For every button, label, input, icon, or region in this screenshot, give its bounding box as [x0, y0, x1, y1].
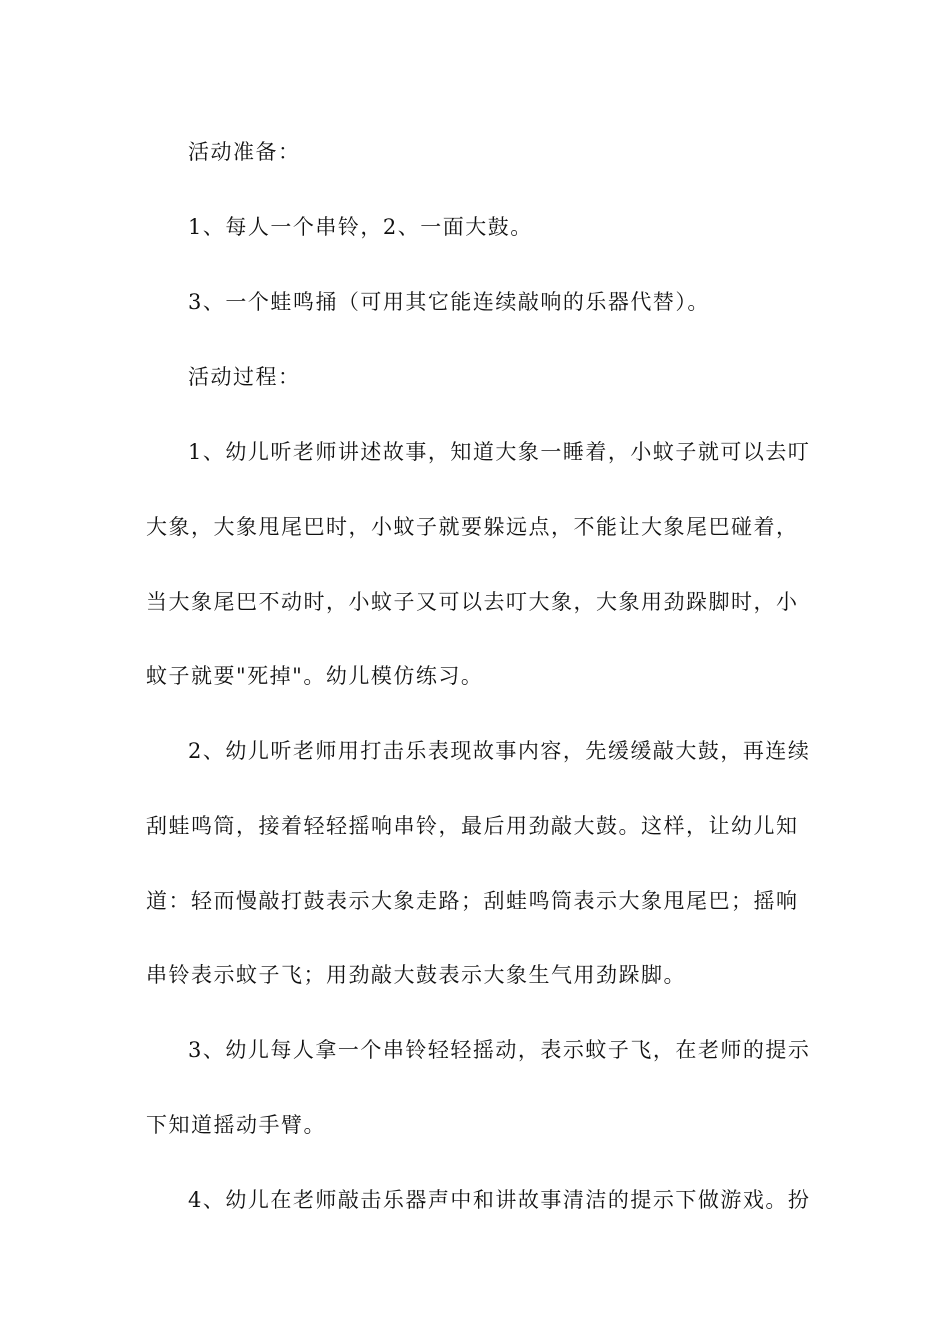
- step1-line: 当大象尾巴不动时，小蚊子又可以去叮大象，大象用劲跺脚时，小: [146, 590, 799, 614]
- step2-line: 道：轻而慢敲打鼓表示大象走路；刮蛙鸣筒表示大象甩尾巴；摇响: [146, 889, 799, 913]
- prep-item-1-2: 1、每人一个串铃，2、一面大鼓。: [188, 215, 533, 239]
- step1-line: 大象，大象甩尾巴时，小蚊子就要躲远点，不能让大象尾巴碰着，: [146, 515, 799, 539]
- step3-line: 下知道摇动手臂。: [146, 1113, 326, 1137]
- step2-line: 串铃表示蚊子飞；用劲敲大鼓表示大象生气用劲跺脚。: [146, 963, 686, 987]
- heading-activity-process: 活动过程：: [188, 365, 301, 389]
- step1-line: 1、幼儿听老师讲述故事，知道大象一睡着，小蚊子就可以去叮: [188, 440, 811, 464]
- step3-line: 3、幼儿每人拿一个串铃轻轻摇动，表示蚊子飞，在老师的提示: [188, 1038, 811, 1062]
- step1-line: 蚊子就要"死掉"。幼儿模仿练习。: [146, 664, 484, 688]
- heading-activity-preparation: 活动准备：: [188, 140, 301, 164]
- prep-item-3: 3、一个蛙鸣捅（可用其它能连续敲响的乐器代替）。: [188, 290, 710, 314]
- step2-line: 刮蛙鸣筒，接着轻轻摇响串铃，最后用劲敲大鼓。这样，让幼儿知: [146, 814, 799, 838]
- step2-line: 2、幼儿听老师用打击乐表现故事内容，先缓缓敲大鼓，再连续: [188, 739, 811, 763]
- step4-line: 4、幼儿在老师敲击乐器声中和讲故事清洁的提示下做游戏。扮: [188, 1188, 811, 1212]
